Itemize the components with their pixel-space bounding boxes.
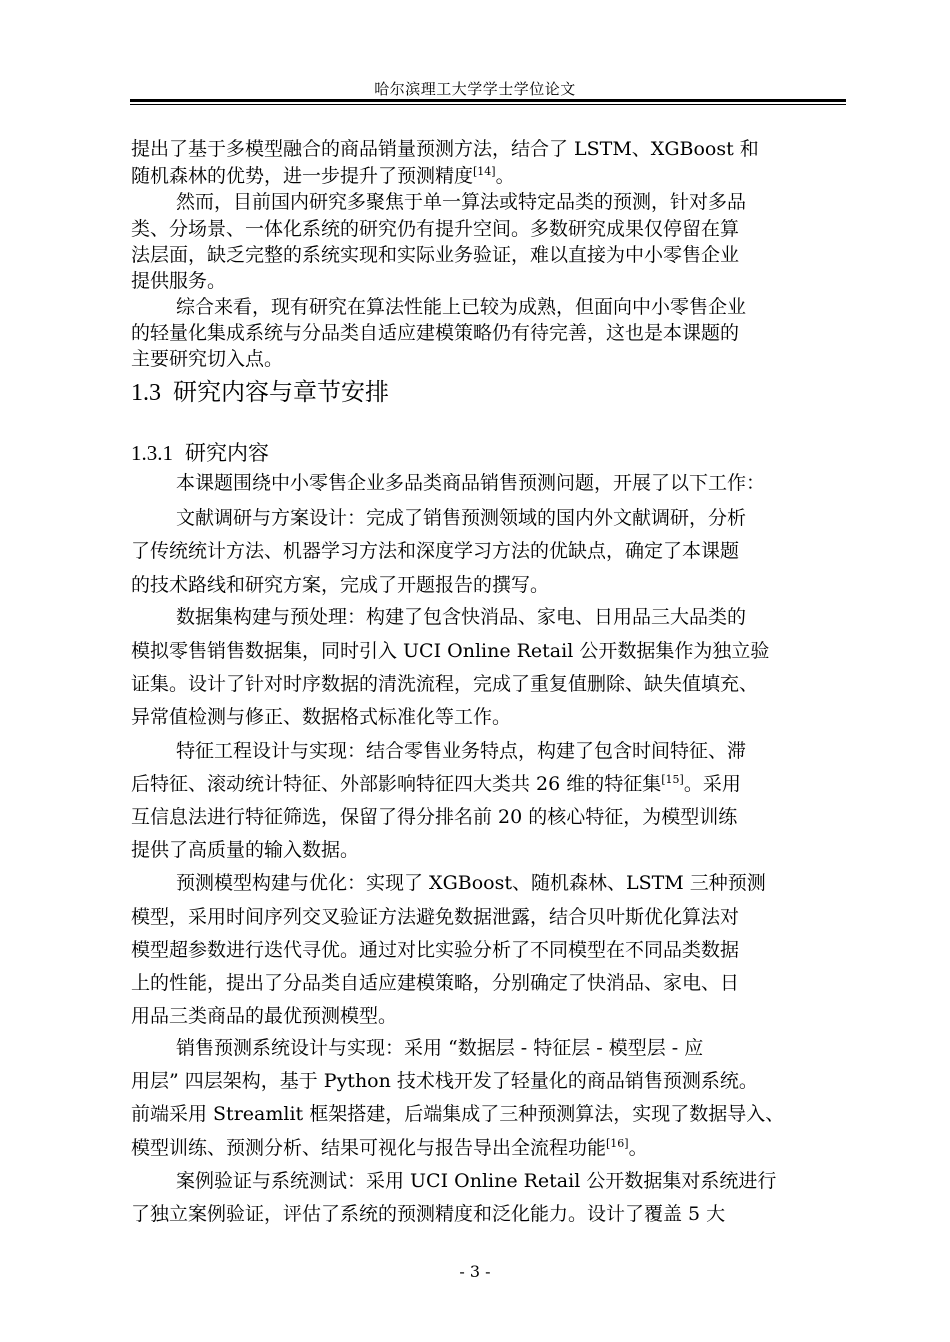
line-text: 互信息法进行特征筛选，保留了得分排名前 20 的核心特征，为模型训练 [131,806,738,828]
text-line [131,837,950,863]
line-text-tail: 。 [628,1137,648,1159]
text-line [131,671,950,697]
text-line [176,870,950,896]
line-text: 模型超参数进行迭代寻优。通过对比实验分析了不同模型在不同品类数据 [131,939,740,961]
line-text: 随机森林的优势，进一步提升了预测精度 [131,165,474,187]
line-text: 综合来看，现有研究在算法性能上已较为成熟，但面向中小零售企业 [176,296,747,318]
line-text: 特征工程设计与实现：结合零售业务特点，构建了包含时间特征、滞 [176,740,747,762]
text-line [131,638,950,664]
line-text: 模型训练、预测分析、结果可视化与报告导出全流程功能 [131,1137,607,1159]
text-line [176,189,950,215]
text-line [131,704,950,730]
text-line [176,294,950,320]
line-text: 销售预测系统设计与实现：采用 “数据层 - 特征层 - 模型层 - 应 [176,1037,704,1059]
text-line [131,937,950,963]
citation-superscript: [16] [606,1137,629,1150]
line-text: 用层” 四层架构，基于 Python 技术栈开发了轻量化的商品销售预测系统。 [131,1070,758,1092]
text-line [131,268,950,294]
text-line [131,1135,950,1161]
text-line [131,572,950,598]
line-text: 模型，采用时间序列交叉验证方法避免数据泄露，结合贝叶斯优化算法对 [131,906,740,928]
line-text: 类、分场景、一体化系统的研究仍有提升空间。多数研究成果仅停留在算 [131,218,740,240]
text-line [131,216,950,242]
text-line [176,604,950,630]
header-rule-thick [130,99,846,102]
text-line [131,242,950,268]
text-line [176,738,950,764]
citation-superscript: [15] [661,773,684,786]
text-line [131,904,950,930]
line-text: 文献调研与方案设计：完成了销售预测领域的国内外文献调研，分析 [176,507,747,529]
line-text: 本课题围绕中小零售企业多品类商品销售预测问题，开展了以下工作： [176,472,766,494]
line-text: 提供服务。 [131,270,227,292]
line-text: 前端采用 Streamlit 框架搭建，后端集成了三种预测算法，实现了数据导入、 [131,1103,785,1125]
line-text: 的轻量化集成系统与分品类自适应建模策略仍有待完善，这也是本课题的 [131,322,740,344]
text-line [176,1035,950,1061]
line-text: 主要研究切入点。 [131,348,284,370]
text-line [131,163,950,189]
line-text: 的技术路线和研究方案，完成了开题报告的撰写。 [131,574,550,596]
citation-superscript: [14] [473,165,496,178]
text-line [131,1101,950,1127]
text-line [131,1003,950,1029]
section-heading [131,377,389,408]
line-text: 预测模型构建与优化：实现了 XGBoost、随机森林、LSTM 三种预测 [176,872,766,894]
text-line [131,804,950,830]
line-text: 法层面，缺乏完整的系统实现和实际业务验证，难以直接为中小零售企业 [131,244,740,266]
line-text-tail: 。 [495,165,515,187]
page-number: - 3 - [459,1262,491,1281]
line-text: 模拟零售销售数据集，同时引入 UCI Online Retail 公开数据集作为独立验 [131,640,770,662]
line-text: 异常值检测与修正、数据格式标准化等工作。 [131,706,512,728]
line-text: 提供了高质量的输入数据。 [131,839,360,861]
line-text: 了传统统计方法、机器学习方法和深度学习方法的优缺点，确定了本课题 [131,540,740,562]
section-title: 研究内容与章节安排 [173,378,389,406]
line-text: 案例验证与系统测试：采用 UCI Online Retail 公开数据集对系统进行 [176,1170,777,1192]
text-line [131,771,950,797]
header-rule-thin [130,104,846,105]
line-text: 数据集构建与预处理：构建了包含快消品、家电、日用品三大品类的 [176,606,747,628]
text-line [131,320,950,346]
line-text: 后特征、滚动统计特征、外部影响特征四大类共 26 维的特征集 [131,773,662,795]
page-header-title: 哈尔滨理工大学学士学位论文 [374,80,576,98]
text-line [176,470,950,496]
text-line [176,505,950,531]
text-line [131,136,950,162]
text-line [131,970,950,996]
subsection-heading [131,439,269,467]
text-line [131,1068,950,1094]
line-text: 提出了基于多模型融合的商品销量预测方法，结合了 LSTM、XGBoost 和 [131,138,759,160]
subsection-number: 1.3.1 [131,441,173,465]
text-line [131,1201,950,1227]
line-text: 了独立案例验证，评估了系统的预测精度和泛化能力。设计了覆盖 5 大 [131,1203,726,1225]
line-text-tail: 。采用 [683,773,741,795]
line-text: 然而，目前国内研究多聚焦于单一算法或特定品类的预测，针对多品 [176,191,747,213]
text-line [131,346,950,372]
line-text: 用品三类商品的最优预测模型。 [131,1005,398,1027]
line-text: 上的性能，提出了分品类自适应建模策略，分别确定了快消品、家电、日 [131,972,740,994]
subsection-title: 研究内容 [185,441,269,465]
text-line [131,538,950,564]
text-line [176,1168,950,1194]
line-text: 证集。设计了针对时序数据的清洗流程，完成了重复值删除、缺失值填充、 [131,673,759,695]
section-number: 1.3 [131,380,161,406]
